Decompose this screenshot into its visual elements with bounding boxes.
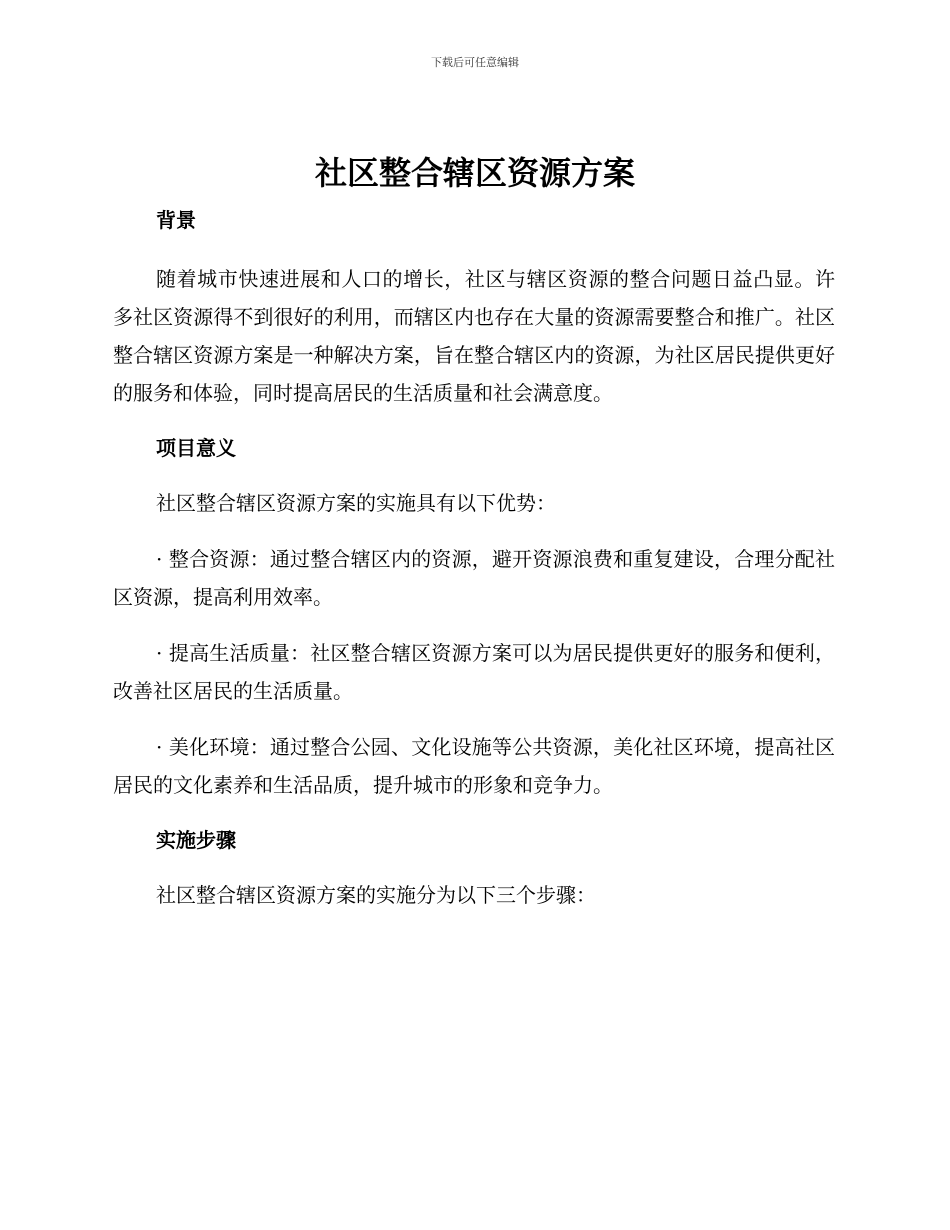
bullet-beautify-environment: · 美化环境：通过整合公园、文化设施等公共资源，美化社区环境，提高社区居民的文化素养和生活品质，提升城市的形象和竞争力。 bbox=[113, 735, 835, 797]
section-heading-steps: 实施步骤 bbox=[156, 828, 236, 852]
header-note: 下载后可任意编辑 bbox=[431, 56, 519, 69]
significance-intro-paragraph: 社区整合辖区资源方案的实施具有以下优势： bbox=[156, 491, 556, 515]
document-title: 社区整合辖区资源方案 bbox=[314, 154, 635, 192]
document-body bbox=[113, 200, 835, 914]
background-paragraph: 随着城市快速进展和人口的增长，社区与辖区资源的整合问题日益凸显。许多社区资源得不到很好的利用，而辖区内也存在大量的资源需要整合和推广。社区整合辖区资源方案是一种解决方案，旨在整合辖区内的资源，为社区居民提供更好的服务和体验，同时提高居民的生活质量和社会满意度。 bbox=[113, 267, 835, 405]
section-heading-background: 背景 bbox=[156, 208, 196, 232]
bullet-improve-quality: · 提高生活质量：社区整合辖区资源方案可以为居民提供更好的服务和便利，改善社区居民的生活质量。 bbox=[113, 641, 835, 703]
steps-intro-paragraph: 社区整合辖区资源方案的实施分为以下三个步骤： bbox=[156, 883, 596, 907]
section-heading-significance: 项目意义 bbox=[156, 436, 236, 460]
bullet-integrate-resources: · 整合资源：通过整合辖区内的资源，避开资源浪费和重复建设，合理分配社区资源，提高利用效率。 bbox=[113, 547, 835, 609]
